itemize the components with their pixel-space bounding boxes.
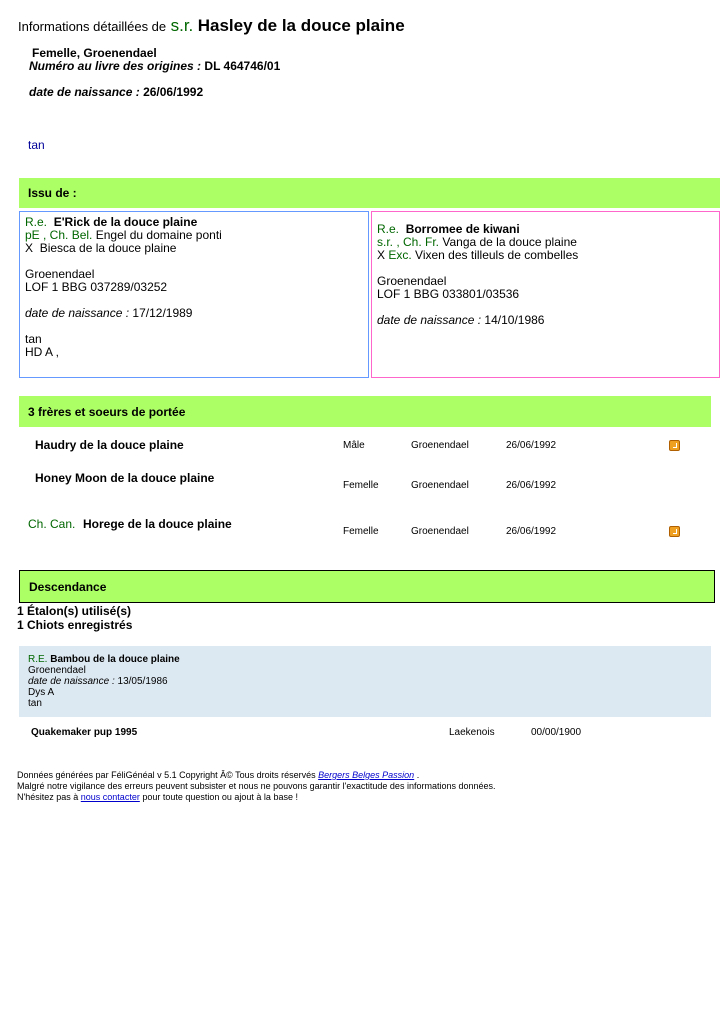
mate-titles: R.E. [28, 654, 48, 665]
title-prefix: Informations détaillées de [18, 19, 167, 34]
sibling-row[interactable] [18, 469, 713, 501]
stallions-used: 1 Étalon(s) utilisé(s) [17, 604, 132, 618]
litter-row[interactable] [19, 727, 711, 741]
birth-value: 26/06/1992 [143, 85, 204, 99]
sibling-row[interactable] [18, 436, 713, 468]
mate-breed: Groenendael [28, 665, 86, 676]
dam-birth-value: 14/10/1986 [484, 313, 545, 327]
registry-line [29, 59, 280, 73]
registry-value: DL 464746/01 [204, 59, 281, 73]
dam-mother-line [377, 249, 714, 262]
sire-titles: R.e. [25, 215, 48, 229]
sire-birth-label: date de naissance : [25, 306, 130, 320]
mate-health: Dys A [28, 687, 55, 698]
pedigree-icon[interactable] [669, 526, 680, 537]
sibling-breed: Groenendael [411, 526, 469, 537]
dam-box [371, 211, 720, 378]
site-link[interactable]: Bergers Belges Passion [318, 770, 415, 780]
sire-health: HD A , [25, 345, 60, 359]
dam-birth-label: date de naissance : [377, 313, 482, 327]
mate-birth-value: 13/05/1986 [117, 676, 168, 687]
birth-line [29, 85, 203, 99]
sire-color: tan [25, 332, 42, 346]
litter-breed: Laekenois [449, 727, 495, 738]
mate-color: tan [28, 698, 42, 709]
sibling-row[interactable] [18, 515, 713, 547]
sibling-breed: Groenendael [411, 440, 469, 451]
sire-box [19, 211, 369, 378]
sibling-sex: Femelle [343, 480, 379, 491]
mate-name[interactable]: Bambou de la douce plaine [50, 654, 180, 665]
sire-name: E'Rick de la douce plaine [53, 215, 198, 229]
parents-heading-bar [19, 178, 720, 208]
page-title [18, 16, 405, 36]
sibling-sex: Femelle [343, 526, 379, 537]
dam-mother-titles: Exc. [388, 248, 412, 262]
dam-registry: LOF 1 BBG 033801/03536 [377, 287, 520, 301]
sibling-birth: 26/06/1992 [506, 440, 557, 451]
dam-father-titles: s.r. , Ch. Fr. [377, 235, 440, 249]
pedigree-icon[interactable] [669, 440, 680, 451]
mate-birth-label: date de naissance : [28, 676, 115, 687]
footer-copyright: Données générées par FéliGénéal v 5.1 Copyright Â© Tous droits réservés [17, 770, 316, 780]
puppies-registered: 1 Chiots enregistrés [17, 618, 133, 632]
sex-breed: Femelle, Groenendael [32, 46, 157, 60]
footer-dot: . [416, 770, 420, 780]
dam-birth-line [377, 314, 714, 327]
descendance-heading-bar [19, 570, 715, 603]
dam-name: Borromee de kiwani [405, 222, 520, 236]
sire-breed: Groenendael [25, 267, 95, 281]
mate-box [19, 646, 711, 717]
litter-date: 00/00/1900 [531, 727, 582, 738]
siblings-heading-bar [19, 396, 711, 427]
sire-father-titles: pE , Ch. Bel. [25, 228, 93, 242]
dam-mother-prefix: X [377, 248, 386, 262]
mate-birth-line [28, 676, 180, 687]
litter-name[interactable]: Quakemaker pup 1995 [31, 727, 138, 738]
birth-label: date de naissance : [29, 85, 140, 99]
sibling-name[interactable]: Horege de la douce plaine [83, 517, 232, 531]
dam-titles: R.e. [377, 222, 400, 236]
sibling-titles: Ch. Can. [28, 517, 76, 531]
sire-mother-prefix: X [25, 241, 34, 255]
footer-line-3 [17, 792, 717, 803]
siblings-heading: 3 frères et soeurs de portée [28, 405, 186, 419]
sire-birth-line [25, 307, 363, 320]
sire-father-name: Engel du domaine ponti [95, 228, 222, 242]
descendance-heading: Descendance [29, 580, 107, 594]
sire-registry: LOF 1 BBG 037289/03252 [25, 280, 168, 294]
dam-mother-name: Vixen des tilleuls de combelles [415, 248, 579, 262]
dam-father-name: Vanga de la douce plaine [442, 235, 577, 249]
footer-question: pour toute question ou ajout à la base ! [142, 792, 298, 802]
dam-breed: Groenendael [377, 274, 447, 288]
footer-line-1 [17, 770, 717, 781]
mate-name-line [28, 654, 180, 665]
title-titles: s.r. [170, 16, 194, 35]
sibling-sex: Mâle [343, 440, 365, 451]
footer-hesitate: N'hésitez pas à [17, 792, 79, 802]
coat-color: tan [28, 138, 45, 152]
footer-line-2: Malgré notre vigilance des erreurs peuvent subsister et nous ne pouvons garantir l'exactitude des informations données. [17, 781, 496, 791]
registry-label: Numéro au livre des origines : [29, 59, 202, 73]
sire-birth-value: 17/12/1989 [132, 306, 193, 320]
descendance-summary [17, 604, 132, 632]
sibling-birth: 26/06/1992 [506, 480, 557, 491]
sibling-name[interactable]: Honey Moon de la douce plaine [35, 471, 215, 485]
sibling-name[interactable]: Haudry de la douce plaine [35, 438, 184, 452]
sire-mother-name: Biesca de la douce plaine [39, 241, 177, 255]
footer [17, 770, 717, 803]
sibling-birth: 26/06/1992 [506, 526, 557, 537]
contact-link[interactable]: nous contacter [80, 792, 140, 802]
parents-heading: Issu de : [28, 186, 77, 200]
dog-name: Hasley de la douce plaine [197, 16, 405, 35]
sire-mother-line [25, 242, 363, 255]
sibling-breed: Groenendael [411, 480, 469, 491]
